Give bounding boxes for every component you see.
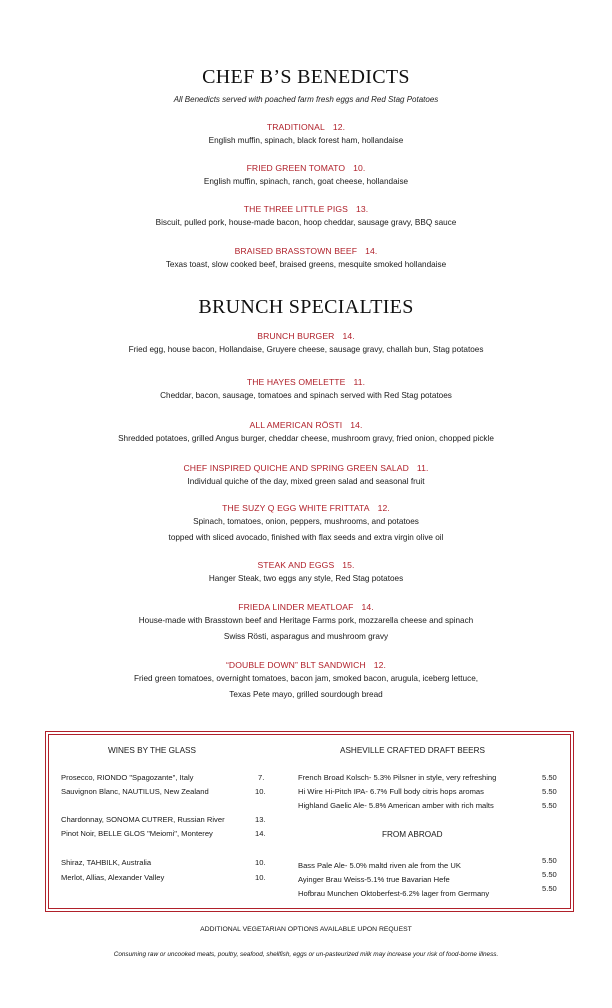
beer-name: French Broad Kolsch- 5.3% Pilsner in style, very refreshing	[298, 773, 497, 782]
menu-item	[0, 659, 612, 703]
beer-row	[298, 787, 560, 796]
item-name: ALL AMERICAN RÖSTI	[249, 420, 343, 430]
item-description: Fried egg, house bacon, Hollandaise, Gruyere cheese, sausage gravy, challah bun, Stag potatoes	[128, 345, 484, 354]
food-safety-disclaimer: Consuming raw or uncooked meats, poultry, seafood, shellfish, eggs or un-pasteurized milk may increase your risk of food-borne illness.	[113, 951, 499, 958]
item-description: Spinach, tomatoes, onion, peppers, mushrooms, and potatoes	[193, 517, 419, 526]
item-price: 12.	[332, 122, 346, 132]
item-name: THE HAYES OMELETTE	[246, 377, 346, 387]
wine-price: 13.	[255, 815, 266, 824]
menu-item	[0, 121, 612, 149]
beer-name: Ayinger Brau Weiss-5.1% true Bavarian Hefe	[298, 875, 450, 884]
beer-price: 5.50	[542, 787, 557, 796]
vegetarian-note: ADDITIONAL VEGETARIAN OPTIONS AVAILABLE UPON REQUEST	[200, 926, 412, 933]
wines-title: WINES BY THE GLASS	[108, 746, 196, 755]
drinks-box	[45, 731, 574, 912]
beer-row	[298, 773, 560, 782]
wine-price: 10.	[255, 858, 266, 867]
wine-name: Chardonnay, SONOMA CUTRER, Russian River	[61, 815, 225, 824]
item-price: 14.	[350, 420, 363, 430]
wine-row	[61, 829, 271, 838]
item-description: Swiss Rösti, asparagus and mushroom gravy	[223, 632, 389, 641]
beer-name: Hi Wire Hi-Pitch IPA- 6.7% Full body citris hops aromas	[298, 787, 484, 796]
item-price: 10.	[353, 163, 366, 173]
abroad-title: FROM ABROAD	[382, 830, 443, 839]
item-description: Hanger Steak, two eggs any style, Red Stag potatoes	[208, 574, 404, 583]
item-description: Texas toast, slow cooked beef, braised greens, mesquite smoked hollandaise	[165, 260, 447, 269]
wine-name: Merlot, Allias, Alexander Valley	[61, 873, 165, 882]
wine-row	[61, 815, 271, 824]
item-price: 14.	[361, 602, 374, 612]
beer-price: 5.50	[542, 801, 557, 810]
specialties-title: BRUNCH SPECIALTIES	[198, 296, 414, 318]
beer-row	[298, 856, 560, 870]
beer-price: 5.50	[542, 856, 557, 865]
item-description: Fried green tomatoes, overnight tomatoes, bacon jam, smoked bacon, arugula, iceberg lettuce,	[133, 674, 479, 683]
item-price: 13.	[355, 204, 369, 214]
item-description: Shredded potatoes, grilled Angus burger, cheddar cheese, mushroom gravy, fried onion, chopped pickle	[118, 434, 494, 443]
wine-name: Shiraz, TAHBILK, Australia	[61, 858, 152, 867]
item-description: topped with sliced avocado, finished with flax seeds and extra virgin olive oil	[168, 533, 444, 542]
item-description: Cheddar, bacon, sausage, tomatoes and spinach served with Red Stag potatoes	[160, 391, 452, 400]
beer-name: Hofbrau Munchen Oktoberfest-6.2% lager from Germany	[298, 889, 490, 898]
menu-item	[0, 419, 612, 447]
item-name: BRUNCH BURGER	[257, 331, 335, 341]
item-name: TRADITIONAL	[266, 122, 325, 132]
wine-row	[61, 873, 271, 882]
menu-item	[0, 601, 612, 645]
item-name: “DOUBLE DOWN” BLT SANDWICH	[225, 660, 366, 670]
item-description: House-made with Brasstown beef and Heritage Farms pork, mozzarella cheese and spinach	[138, 616, 474, 625]
item-price: 15.	[342, 560, 355, 570]
menu-item	[0, 559, 612, 587]
beer-row	[298, 801, 560, 810]
beer-row	[298, 884, 560, 898]
wine-row	[61, 858, 271, 867]
menu-item	[0, 203, 612, 231]
item-price: 12.	[373, 660, 387, 670]
item-description: Biscuit, pulled pork, house-made bacon, hoop cheddar, sausage gravy, BBQ sauce	[155, 218, 457, 227]
beer-name: Highland Gaelic Ale- 5.8% American amber with rich malts	[298, 801, 494, 810]
item-description: Texas Pete mayo, grilled sourdough bread	[229, 690, 383, 699]
menu-item	[0, 462, 612, 490]
item-price: 12.	[377, 503, 390, 513]
item-price: 14.	[365, 246, 378, 256]
wine-price: 14.	[255, 829, 266, 838]
benedicts-subtitle: All Benedicts served with poached farm fresh eggs and Red Stag Potatoes	[173, 95, 439, 104]
beer-price: 5.50	[542, 870, 557, 879]
benedicts-title: CHEF B’S BENEDICTS	[202, 66, 410, 88]
menu-item	[0, 245, 612, 273]
beer-name: Bass Pale Ale- 5.0% maltd riven ale from the UK	[298, 861, 461, 870]
item-name: THE THREE LITTLE PIGS	[243, 204, 348, 214]
wine-row	[61, 773, 271, 782]
wine-price: 10.	[255, 787, 266, 796]
wine-price: 10.	[255, 873, 266, 882]
wine-name: Prosecco, RIONDO "Spagozante", Italy	[61, 773, 194, 782]
wine-name: Pinot Noir, BELLE GLOS "Meiomi", Monterey	[61, 829, 213, 838]
beer-price: 5.50	[542, 884, 557, 893]
menu-item	[0, 376, 612, 404]
item-name: STEAK AND EGGS	[257, 560, 335, 570]
menu-item	[0, 330, 612, 358]
item-name: CHEF INSPIRED QUICHE AND SPRING GREEN SALAD	[183, 463, 409, 473]
item-price: 14.	[342, 331, 355, 341]
item-name: BRAISED BRASSTOWN BEEF	[234, 246, 358, 256]
item-description: English muffin, spinach, ranch, goat cheese, hollandaise	[203, 177, 409, 186]
item-name: FRIEDA LINDER MEATLOAF	[238, 602, 354, 612]
item-name: THE SUZY Q EGG WHITE FRITTATA	[222, 503, 370, 513]
item-price: 11.	[353, 377, 366, 387]
wine-price: 7.	[258, 773, 265, 782]
beers-title: ASHEVILLE CRAFTED DRAFT BEERS	[340, 746, 485, 755]
beer-price: 5.50	[542, 773, 557, 782]
item-description: English muffin, spinach, black forest ham, hollandaise	[208, 136, 404, 145]
menu-item	[0, 162, 612, 190]
item-name: FRIED GREEN TOMATO	[246, 163, 346, 173]
wine-name: Sauvignon Blanc, NAUTILUS, New Zealand	[61, 787, 209, 796]
menu-item	[0, 502, 612, 546]
item-price: 11.	[416, 463, 429, 473]
item-description: Individual quiche of the day, mixed green salad and seasonal fruit	[187, 477, 425, 486]
beer-row	[298, 870, 560, 884]
wine-row	[61, 787, 271, 796]
